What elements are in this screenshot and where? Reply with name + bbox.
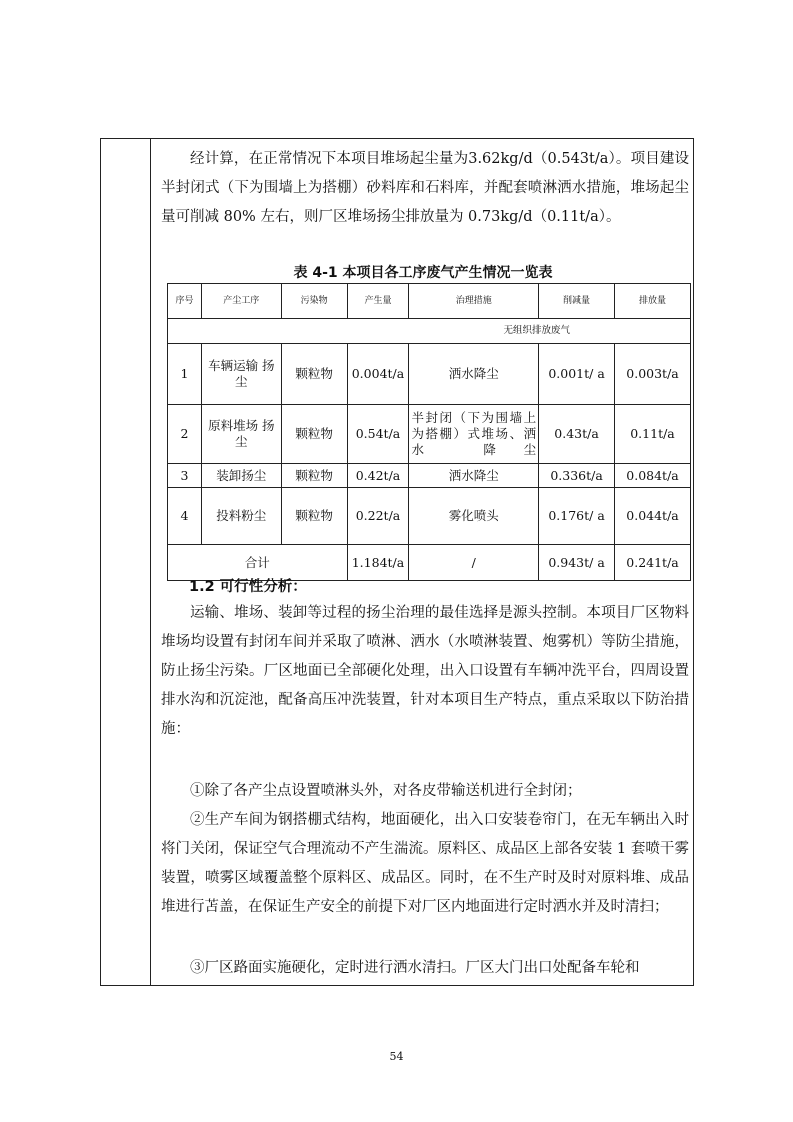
table-row <box>168 344 691 405</box>
cell-reduced: 0.001t/ a <box>539 344 615 405</box>
cell-pollutant: 颗粒物 <box>281 344 347 405</box>
cell-emitted: 0.003t/a <box>615 344 691 405</box>
cell-measure: 半封闭（下为围墙上为搭棚）式堆场、洒水 降尘 <box>409 405 539 464</box>
cell-pollutant: 颗粒物 <box>281 464 347 488</box>
header-pollutant: 污染物 <box>281 284 347 319</box>
section-heading: 1.2 可行性分析： <box>189 579 307 595</box>
cell-process: 装卸扬尘 <box>201 464 281 488</box>
left-column <box>101 139 151 985</box>
cell-produced: 0.22t/a <box>347 488 409 545</box>
paragraph-source-control: 运输、堆场、装卸等过程的扬尘治理的最佳选择是源头控制。本项目厂区物料堆场均设置有封闭车间并采取了喷淋、洒水（水喷淋装置、炮雾机）等防尘措施，防止扬尘污染。厂区地面已全部硬化处理，出入口设置有车辆冲洗平台，四周设置排水沟和沉淀池，配备高压冲洗装置，针对本项目生产特点，重点采取以下防治措施： <box>161 605 689 737</box>
cell-total-reduced: 0.943t/ a <box>539 545 615 581</box>
header-produced: 产生量 <box>347 284 409 319</box>
header-no: 序号 <box>168 284 202 319</box>
cell-total-emitted: 0.241t/a <box>615 545 691 581</box>
cell-produced: 0.54t/a <box>347 405 409 464</box>
table-row <box>168 488 691 545</box>
measure-item-3: ③厂区路面实施硬化，定时进行洒水清扫。厂区大门出口处配备车轮和 <box>190 960 640 976</box>
cell-produced: 0.004t/a <box>347 344 409 405</box>
cell-no: 4 <box>168 488 202 545</box>
paragraph-dust-calculation: 经计算，在正常情况下本项目堆场起尘量为3.62kg/d（0.543t/a）。项目建设半封闭式（下为围墙上为搭棚）砂料库和石料库，并配套喷淋洒水措施，堆场起尘量可削减 80% 左右，则厂区堆场扬尘排放量为 0.73kg/d（0.11t/a）。 <box>161 151 689 225</box>
table-header-row <box>168 284 691 319</box>
cell-no: 2 <box>168 405 202 464</box>
subheader-unorganized: 无组织排放废气 <box>168 319 691 344</box>
cell-reduced: 0.176t/ a <box>539 488 615 545</box>
cell-total-measure: / <box>409 545 539 581</box>
cell-total-produced: 1.184t/a <box>347 545 409 581</box>
cell-measure: 雾化喷头 <box>409 488 539 545</box>
exhaust-gas-table <box>167 283 691 581</box>
header-emitted: 排放量 <box>615 284 691 319</box>
content-frame <box>100 138 694 986</box>
page-number: 54 <box>389 1050 404 1063</box>
cell-emitted: 0.11t/a <box>615 405 691 464</box>
cell-pollutant: 颗粒物 <box>281 405 347 464</box>
measure-item-1: ①除了各产尘点设置喷淋头外，对各皮带输送机进行全封闭； <box>190 783 582 799</box>
cell-process: 投料粉尘 <box>201 488 281 545</box>
header-reduced: 削减量 <box>539 284 615 319</box>
cell-reduced: 0.43t/a <box>539 405 615 464</box>
cell-reduced: 0.336t/a <box>539 464 615 488</box>
cell-emitted: 0.084t/a <box>615 464 691 488</box>
table-row <box>168 464 691 488</box>
header-process: 产尘工序 <box>201 284 281 319</box>
cell-measure: 洒水降尘 <box>409 464 539 488</box>
cell-emitted: 0.044t/a <box>615 488 691 545</box>
cell-process: 原料堆场 扬尘 <box>201 405 281 464</box>
cell-produced: 0.42t/a <box>347 464 409 488</box>
cell-no: 3 <box>168 464 202 488</box>
table-subheader-row <box>168 319 691 344</box>
measure-item-2: ②生产车间为钢搭棚式结构，地面硬化，出入口安装卷帘门，在无车辆出入时将门关闭，保证空气合理流动不产生湍流。原料区、成品区上部各安装 1 套喷干雾装置，喷雾区域覆盖整个原料区、成品区。同时，在不生产时及时对原料堆、成品堆进行苫盖，在保证生产安全的前提下对厂区内地面进行定时洒水并及时清扫； <box>161 812 689 915</box>
cell-pollutant: 颗粒物 <box>281 488 347 545</box>
table-title: 表 4-1 本项目各工序废气产生情况一览表 <box>293 265 553 281</box>
cell-process: 车辆运输 扬尘 <box>201 344 281 405</box>
cell-total-label: 合计 <box>168 545 348 581</box>
cell-no: 1 <box>168 344 202 405</box>
cell-measure: 洒水降尘 <box>409 344 539 405</box>
header-measure: 治理措施 <box>409 284 539 319</box>
table-row <box>168 405 691 464</box>
